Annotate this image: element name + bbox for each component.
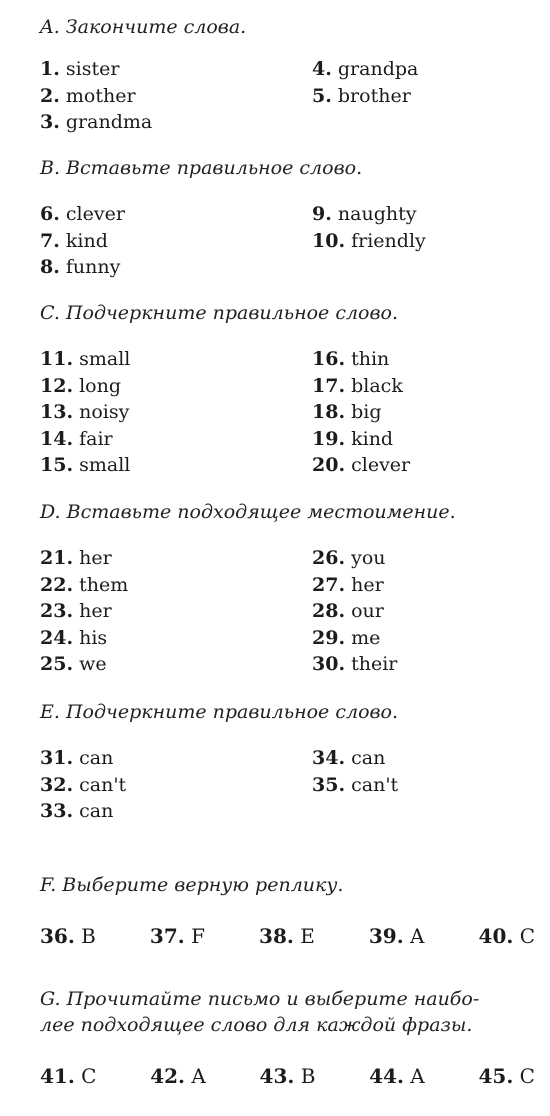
answer-item: 42. A <box>150 1064 206 1088</box>
answer-item: 15. small <box>40 454 131 476</box>
answer-item: 36. B <box>40 924 96 948</box>
answer-item: 3. grandma <box>40 111 153 133</box>
answer-item: 1. sister <box>40 58 120 80</box>
section-d-right-column <box>312 545 397 678</box>
answer-item: 27. her <box>312 573 384 596</box>
answer-item: 24. his <box>40 626 108 649</box>
section-a-right-column <box>312 56 418 109</box>
answer-item: 37. F <box>149 924 205 948</box>
answer-item: 44. A <box>369 1064 425 1088</box>
answer-item: 30. their <box>312 653 398 675</box>
answer-item: 22. them <box>40 573 129 596</box>
answer-item: 20. clever <box>312 454 411 476</box>
answer-item: 29. me <box>312 626 381 649</box>
section-d-title: D. Вставьте подходящее местоимение. <box>40 501 456 523</box>
answer-item: 14. fair <box>40 427 113 450</box>
answer-item: 6. clever <box>40 203 125 225</box>
section-c-title: C. Подчеркните правильное слово. <box>40 302 399 324</box>
answer-item: 26. you <box>312 547 386 569</box>
answer-item: 39. A <box>368 924 425 948</box>
answer-item: 41. C <box>40 1064 97 1088</box>
answer-item: 4. grandpa <box>312 58 419 80</box>
section-e-left-column <box>40 745 126 825</box>
section-a-left-column <box>40 56 152 136</box>
section-a-title: A. Закончите слова. <box>40 16 247 38</box>
answer-item: 32. can't <box>40 773 127 796</box>
answer-item: 10. friendly <box>312 229 426 252</box>
answer-item: 45. C <box>478 1064 535 1088</box>
answer-item: 19. kind <box>312 427 394 450</box>
section-c-right-column <box>312 346 410 479</box>
answer-item: 16. thin <box>312 348 390 370</box>
answer-item: 31. can <box>40 747 114 769</box>
answer-item: 25. we <box>40 653 107 675</box>
section-b-right-column <box>312 201 426 254</box>
answer-item: 38. E <box>259 924 315 948</box>
answer-item: 40. C <box>478 924 535 948</box>
answer-item: 2. mother <box>40 84 136 107</box>
answer-item: 8. funny <box>40 256 121 278</box>
section-d-left-column <box>40 545 128 678</box>
answer-item: 43. B <box>259 1064 316 1088</box>
answer-item: 21. her <box>40 547 112 569</box>
answer-item: 13. noisy <box>40 401 130 423</box>
section-e-title: E. Подчеркните правильное слово. <box>40 701 399 723</box>
answer-item: 33. can <box>40 800 114 822</box>
answer-item: 9. naughty <box>312 203 417 225</box>
answer-item: 35. can't <box>312 773 399 796</box>
answer-item: 12. long <box>40 374 122 397</box>
section-e-right-column <box>312 745 398 798</box>
section-g-title: G. Прочитайте письмо и выберите наибо- лее подходящее слово для каждой фразы. <box>40 988 480 1036</box>
section-g-answers-row <box>40 1062 535 1090</box>
section-c-left-column <box>40 346 130 479</box>
answer-item: 5. brother <box>312 84 411 107</box>
answer-item: 17. black <box>312 374 403 397</box>
answer-item: 7. kind <box>40 229 108 252</box>
answer-item: 34. can <box>312 747 386 769</box>
answer-item: 18. big <box>312 401 382 423</box>
section-f-answers-row <box>40 922 535 950</box>
section-b-left-column <box>40 201 125 281</box>
answer-item: 23. her <box>40 600 112 622</box>
section-b-title: B. Вставьте правильное слово. <box>40 157 363 179</box>
answer-item: 28. our <box>312 600 384 622</box>
answer-item: 11. small <box>40 348 131 370</box>
section-f-title: F. Выберите верную реплику. <box>40 874 344 896</box>
